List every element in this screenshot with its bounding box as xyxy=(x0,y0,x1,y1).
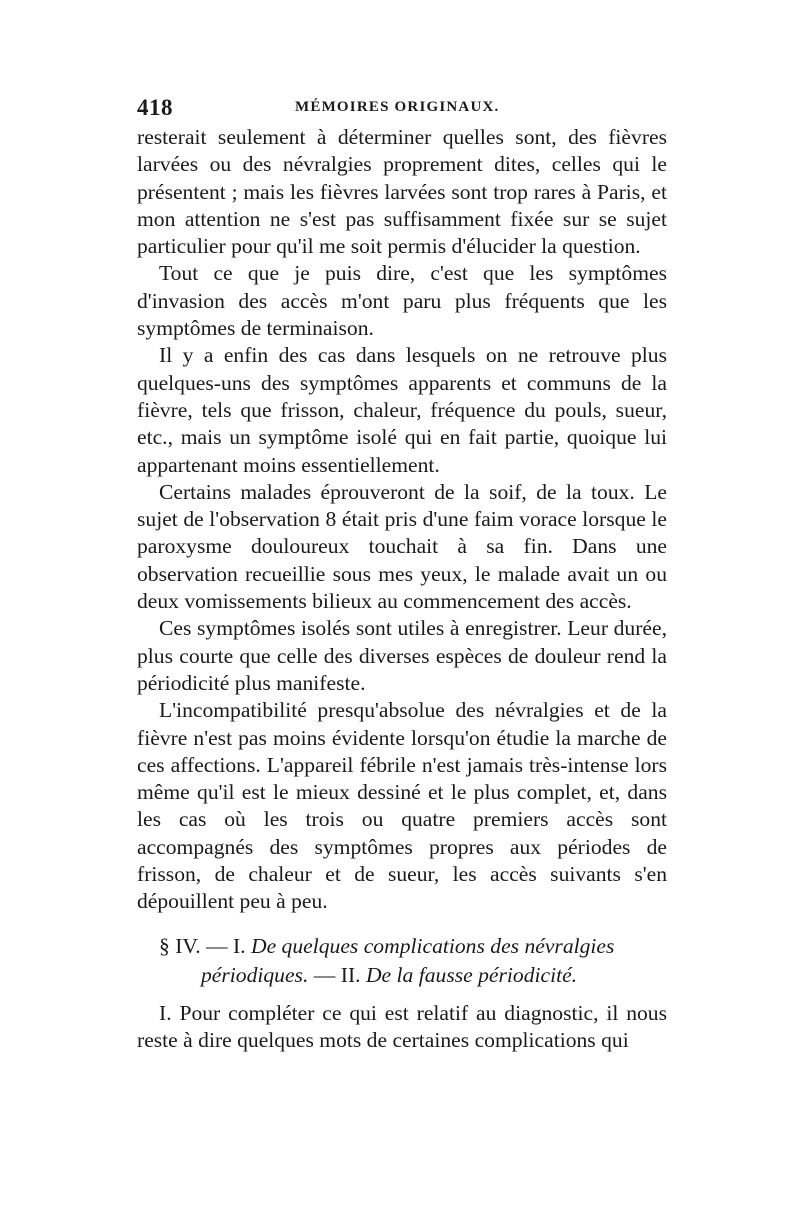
paragraph: resterait seulement à déterminer quelles sont, des fièvres larvées ou des névralgies proprement dites, celles qui le présentent ; mais les fièvres larvées sont trop rares à Paris, et mon attention ne s'est pas suffisamment fixée sur se sujet particulier pour qu'il me soit permis d'élucider la question. xyxy=(137,125,667,259)
paragraph: Tout ce que je puis dire, c'est que les symptômes d'invasion des accès m'ont paru plus fréquents que les symptômes de terminaison. xyxy=(137,261,667,341)
paragraph: I. Pour compléter ce qui est relatif au diagnostic, il nous reste à dire quelques mots de certaines complications qui xyxy=(137,1000,667,1052)
section-title-part-2: périodiques. xyxy=(201,962,309,987)
body-text xyxy=(137,124,667,1054)
paragraph: L'incompatibilité presqu'absolue des névralgies et de la fièvre n'est pas moins évidente lorsqu'on étudie la marche de ces affections. L'appareil fébrile n'est jamais très-intense lors même qu'il est le mieux dessiné et le plus complet, et, dans les cas où les trois ou quatre premiers accès sont accompagnés des symptômes propres aux périodes de frisson, de chaleur et de sueur, les accès suivants s'en dépouillent peu à peu. xyxy=(137,698,667,914)
section-heading xyxy=(137,932,667,990)
section-label: § IV. — I. xyxy=(159,933,246,958)
page-header xyxy=(137,95,667,121)
page-number: 418 xyxy=(137,95,173,120)
running-head: MÉMOIRES ORIGINAUX. xyxy=(295,99,500,115)
paragraph: Ces symptômes isolés sont utiles à enregistrer. Leur durée, plus courte que celle des diverses espèces de douleur rend la périodicité plus manifeste. xyxy=(137,616,667,695)
section-title-part-3: De la fausse périodicité. xyxy=(365,962,578,987)
paragraph: Il y a enfin des cas dans lesquels on ne retrouve plus quelques-uns des symptômes apparents et communs de la fièvre, tels que frisson, chaleur, fréquence du pouls, sueur, etc., mais un symptôme isolé qui en fait partie, quoique lui appartenant moins essentiellement. xyxy=(137,343,667,477)
section-separator: — II. xyxy=(313,962,361,987)
section-title-part-1: De quelques complications des névralgies xyxy=(250,933,615,958)
paragraph: Certains malades éprouveront de la soif, de la toux. Le sujet de l'observation 8 était pris d'une faim vorace lorsque le paroxysme douloureux touchait à sa fin. Dans une observation recueillie sous mes yeux, le malade avait un ou deux vomissements bilieux au commencement des accès. xyxy=(137,479,667,614)
